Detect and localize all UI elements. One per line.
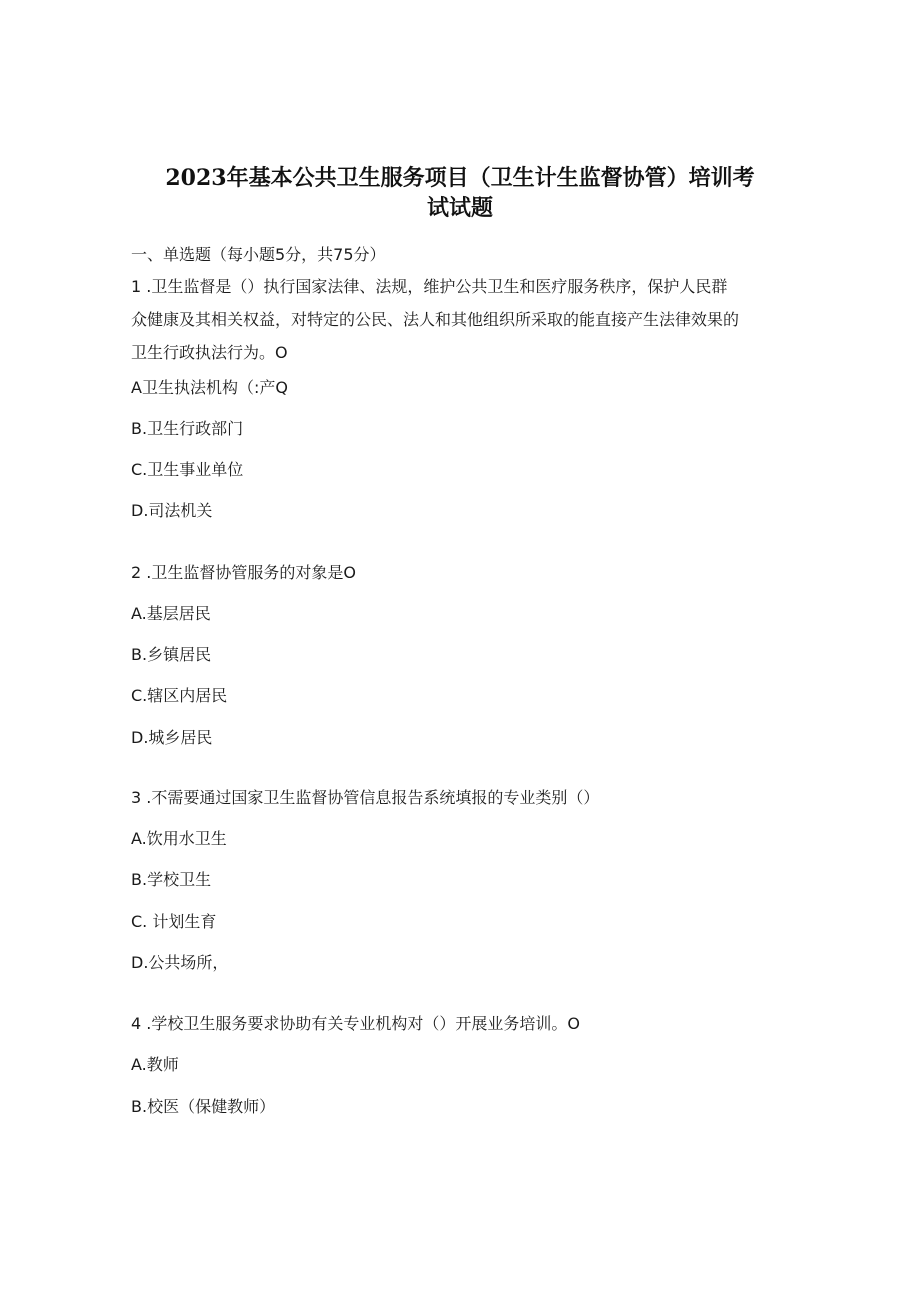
question-3-option-a: A.饮用水卫生	[131, 829, 227, 848]
question-4-option-a: A.教师	[131, 1055, 179, 1074]
question-2-option-b: B.乡镇居民	[131, 645, 212, 664]
question-2-option-d: D.城乡居民	[131, 728, 213, 747]
question-2-option-c: C.辖区内居民	[131, 686, 228, 705]
question-1-text-line-2: 众健康及其相关权益，对特定的公民、法人和其他组织所采取的能直接产生法律效果的	[131, 310, 740, 329]
exam-title-line-2: 试试题	[426, 195, 493, 221]
question-3-option-b: B.学校卫生	[131, 870, 212, 889]
question-4-option-b: B.校医（保健教师）	[131, 1097, 276, 1116]
question-4-text: 4 .学校卫生服务要求协助有关专业机构对（）开展业务培训。O	[131, 1014, 580, 1033]
question-3-option-c: C. 计划生育	[131, 912, 217, 931]
question-2-option-a: A.基层居民	[131, 604, 211, 623]
section-heading: 一、单选题（每小题5分，共75分）	[131, 245, 386, 264]
question-3-option-d: D.公共场所，	[131, 953, 229, 972]
question-1-text-line-3: 卫生行政执法行为。O	[131, 343, 288, 362]
question-1-option-d: D.司法机关	[131, 501, 213, 520]
exam-title-line-1: 2023年基本公共卫生服务项目（卫生计生监督协管）培训考	[165, 165, 755, 191]
question-3-text: 3 .不需要通过国家卫生监督协管信息报告系统填报的专业类别（）	[131, 788, 600, 807]
question-1-option-a: A卫生执法机构（:产Q	[131, 378, 288, 397]
question-1-option-b: B.卫生行政部门	[131, 419, 244, 438]
question-1-text-line-1: 1 .卫生监督是（）执行国家法律、法规，维护公共卫生和医疗服务秩序，保护人民群	[131, 277, 728, 296]
question-2-text: 2 .卫生监督协管服务的对象是O	[131, 563, 356, 582]
question-1-option-c: C.卫生事业单位	[131, 460, 244, 479]
